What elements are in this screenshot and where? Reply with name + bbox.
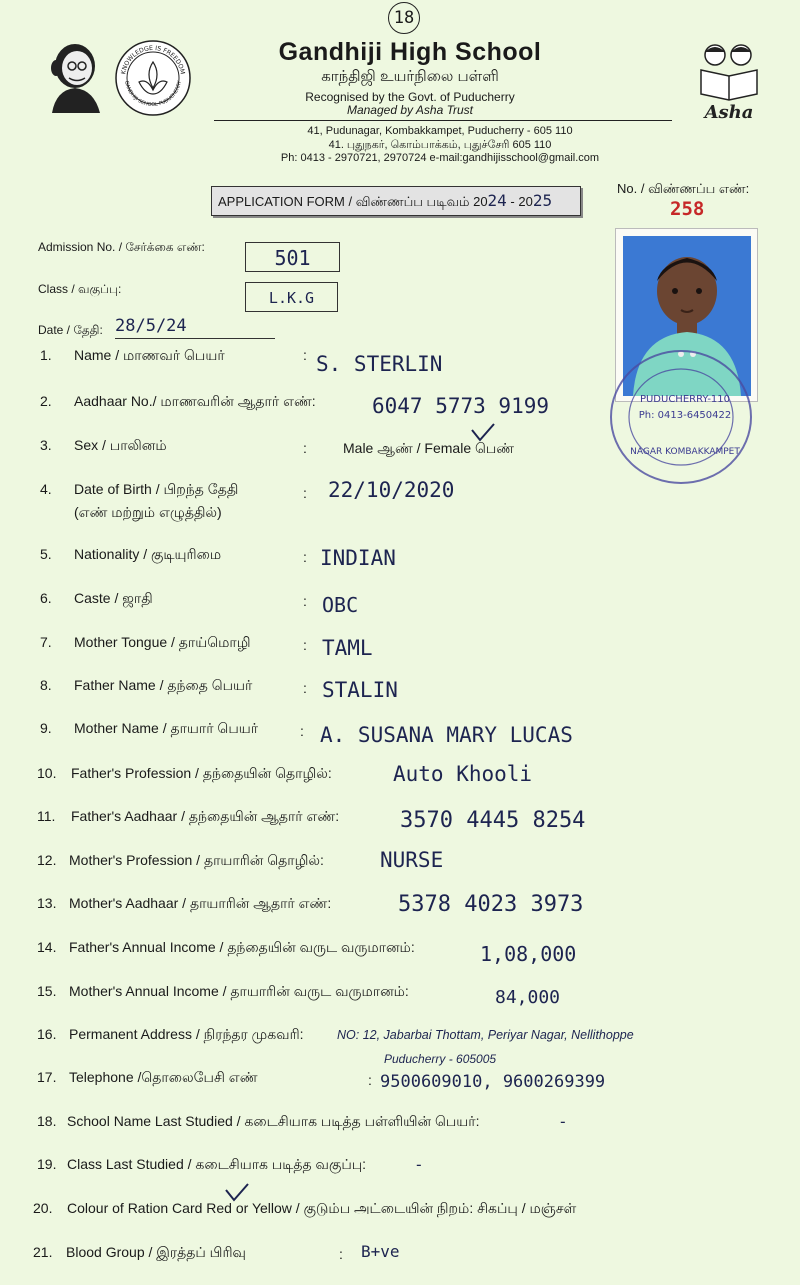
class-field[interactable]: L.K.G <box>245 282 338 312</box>
contact-line: Ph: 0413 - 2970721, 2970724 e-mail:gandhijisschool@gmail.com <box>280 152 600 164</box>
sex-options[interactable]: Male ஆண் / Female பெண் <box>343 440 515 456</box>
row-3-colon: : <box>303 440 307 456</box>
row-7-label: Mother Tongue / தாய்மொழி <box>74 634 251 650</box>
last-school-field[interactable]: - <box>558 1112 568 1131</box>
last-class-field[interactable]: - <box>414 1155 424 1174</box>
row-3-number: 3. <box>40 437 52 453</box>
row-17-colon: : <box>368 1072 372 1088</box>
male-tick-mark <box>470 422 496 449</box>
stamp-line-1: PUDUCHERRY-110 <box>639 394 731 405</box>
form-number-label: No. / விண்ணப்ப எண்: <box>617 181 750 196</box>
seal-top-text: KNOWLEDGE IS FREEDOM <box>120 44 186 76</box>
form-number-value: 258 <box>670 198 705 220</box>
row-18-label: School Name Last Studied / கடைசியாக படித்த பள்ளியின் பெயர்: <box>67 1113 480 1129</box>
student-aadhaar-field[interactable]: 6047 5773 9199 <box>372 394 550 418</box>
asha-logo-text: Asha <box>704 102 754 122</box>
school-name-tamil: காந்திஜி உயர்நிலை பள்ளி <box>321 68 499 85</box>
row-8-label: Father Name / தந்தை பெயர் <box>74 677 253 693</box>
school-name: Gandhiji High School <box>278 38 542 66</box>
row-16-label: Permanent Address / நிரந்தர முகவரி: <box>69 1026 304 1042</box>
row-17-number: 17. <box>37 1069 57 1085</box>
admission-label: Admission No. / சேர்க்கை எண்: <box>38 240 205 254</box>
row-1-colon: : <box>303 347 307 363</box>
row-4-label: Date of Birth / பிறந்த தேதி <box>74 481 239 497</box>
address-english: 41, Pudunagar, Kombakkampet, Puducherry - 605 110 <box>307 125 573 137</box>
asha-trust-logo <box>695 40 763 122</box>
father-aadhaar-field[interactable]: 3570 4445 8254 <box>400 808 586 833</box>
banner-title: APPLICATION FORM / விண்ணப்ப படிவம் 20 <box>218 194 488 209</box>
row-3-label: Sex / பாலினம் <box>74 437 167 453</box>
telephone-field[interactable]: 9500609010, 9600269399 <box>380 1072 606 1092</box>
dob-field[interactable]: 22/10/2020 <box>328 478 455 502</box>
student-name-field[interactable]: S. STERLIN <box>316 352 443 376</box>
nationality-field[interactable]: INDIAN <box>320 546 396 570</box>
row-11-label: Father's Aadhaar / தந்தையின் ஆதார் எண்: <box>71 808 340 824</box>
mother-income-field[interactable]: 84,000 <box>495 987 561 1008</box>
row-1-label: Name / மாணவர் பெயர் <box>74 347 225 363</box>
row-9-number: 9. <box>40 720 52 736</box>
application-form-banner <box>211 186 581 216</box>
class-label: Class / வகுப்பு: <box>38 282 122 296</box>
row-20-label: Colour of Ration Card Red or Yellow / குடும்ப அட்டையின் நிறம்: சிகப்பு / மஞ்சள் <box>67 1200 577 1216</box>
row-8-colon: : <box>303 680 307 696</box>
row-5-label: Nationality / குடியுரிமை <box>74 546 222 562</box>
row-6-colon: : <box>303 593 307 609</box>
row-13-number: 13. <box>37 895 57 911</box>
mother-tongue-field[interactable]: TAML <box>322 636 373 660</box>
mother-profession-field[interactable]: NURSE <box>380 848 444 872</box>
row-19-number: 19. <box>37 1156 57 1172</box>
stamp-line-2: Ph: 0413-6450422 <box>638 410 732 421</box>
gandhi-portrait-logo <box>42 38 104 113</box>
header-divider <box>214 120 672 121</box>
row-5-colon: : <box>303 549 307 565</box>
row-20-number: 20. <box>33 1200 53 1216</box>
row-9-colon: : <box>300 723 304 739</box>
row-21-colon: : <box>339 1246 343 1262</box>
row-7-number: 7. <box>40 634 52 650</box>
date-field[interactable]: 28/5/24 <box>115 316 275 339</box>
father-income-field[interactable]: 1,08,000 <box>480 942 577 966</box>
admission-number-field[interactable]: 501 <box>245 242 340 272</box>
row-21-number: 21. <box>33 1244 53 1260</box>
row-1-number: 1. <box>40 347 52 363</box>
blood-group-field[interactable]: B+ve <box>361 1242 400 1261</box>
row-15-label: Mother's Annual Income / தாயாரின் வருட வருமானம்: <box>69 983 409 999</box>
row-16-number: 16. <box>37 1026 57 1042</box>
row-10-number: 10. <box>37 765 57 781</box>
red-tick-mark <box>224 1182 250 1209</box>
row-14-label: Father's Annual Income / தந்தையின் வருட வருமானம்: <box>69 939 415 955</box>
year-start: 24 <box>487 191 507 210</box>
row-14-number: 14. <box>37 939 57 955</box>
row-15-number: 15. <box>37 983 57 999</box>
row-12-number: 12. <box>37 852 57 868</box>
row-12-label: Mother's Profession / தாயாரின் தொழில்: <box>69 852 324 868</box>
school-stamp <box>607 346 755 488</box>
row-2-number: 2. <box>40 393 52 409</box>
address-field-line-2[interactable]: Puducherry - 605005 <box>384 1052 497 1066</box>
row-5-number: 5. <box>40 546 52 562</box>
stamp-line-3: NAGAR KOMBAKKAMPET <box>630 447 740 457</box>
seal-bottom-text: GANDHIJI SCHOOL PUDUCHERRY <box>123 80 183 109</box>
school-seal-logo <box>113 38 193 118</box>
year-end: 25 <box>532 191 553 210</box>
page-number: 18 <box>388 2 420 34</box>
row-4-number: 4. <box>40 481 52 497</box>
row-21-label: Blood Group / இரத்தப் பிரிவு <box>66 1244 246 1260</box>
row-2-label: Aadhaar No./ மாணவரின் ஆதார் எண்: <box>74 393 316 409</box>
recognition-line: Recognised by the Govt. of Puducherry <box>305 90 515 104</box>
row-8-number: 8. <box>40 677 52 693</box>
date-label: Date / தேதி: <box>38 323 103 337</box>
row-7-colon: : <box>303 637 307 653</box>
address-tamil: 41. புதுநகர், கொம்பாக்கம், புதுச்சேரி 605 110 <box>328 139 552 151</box>
row-6-number: 6. <box>40 590 52 606</box>
row-17-label: Telephone /தொலைபேசி எண் <box>69 1069 258 1085</box>
father-profession-field[interactable]: Auto Khooli <box>393 762 533 786</box>
mother-aadhaar-field[interactable]: 5378 4023 3973 <box>398 892 584 917</box>
row-18-number: 18. <box>37 1113 57 1129</box>
row-11-number: 11. <box>37 808 56 824</box>
year-separator: - 20 <box>506 194 533 209</box>
row-10-label: Father's Profession / தந்தையின் தொழில்: <box>71 765 332 781</box>
caste-field[interactable]: OBC <box>322 593 359 617</box>
mother-name-field[interactable]: A. SUSANA MARY LUCAS <box>320 723 573 747</box>
row-4-sublabel: (எண் மற்றும் எழுத்தில்) <box>74 504 222 520</box>
row-4-colon: : <box>303 485 307 501</box>
row-13-label: Mother's Aadhaar / தாயாரின் ஆதார் எண்: <box>69 895 332 911</box>
row-6-label: Caste / ஜாதி <box>74 590 153 606</box>
row-19-label: Class Last Studied / கடைசியாக படித்த வகுப்பு: <box>67 1156 367 1172</box>
address-field[interactable]: NO: 12, Jabarbai Thottam, Periyar Nagar, Nellithoppe <box>337 1028 634 1042</box>
managed-by-line: Managed by Asha Trust <box>346 103 474 117</box>
father-name-field[interactable]: STALIN <box>322 678 398 702</box>
row-9-label: Mother Name / தாயார் பெயர் <box>74 720 259 736</box>
